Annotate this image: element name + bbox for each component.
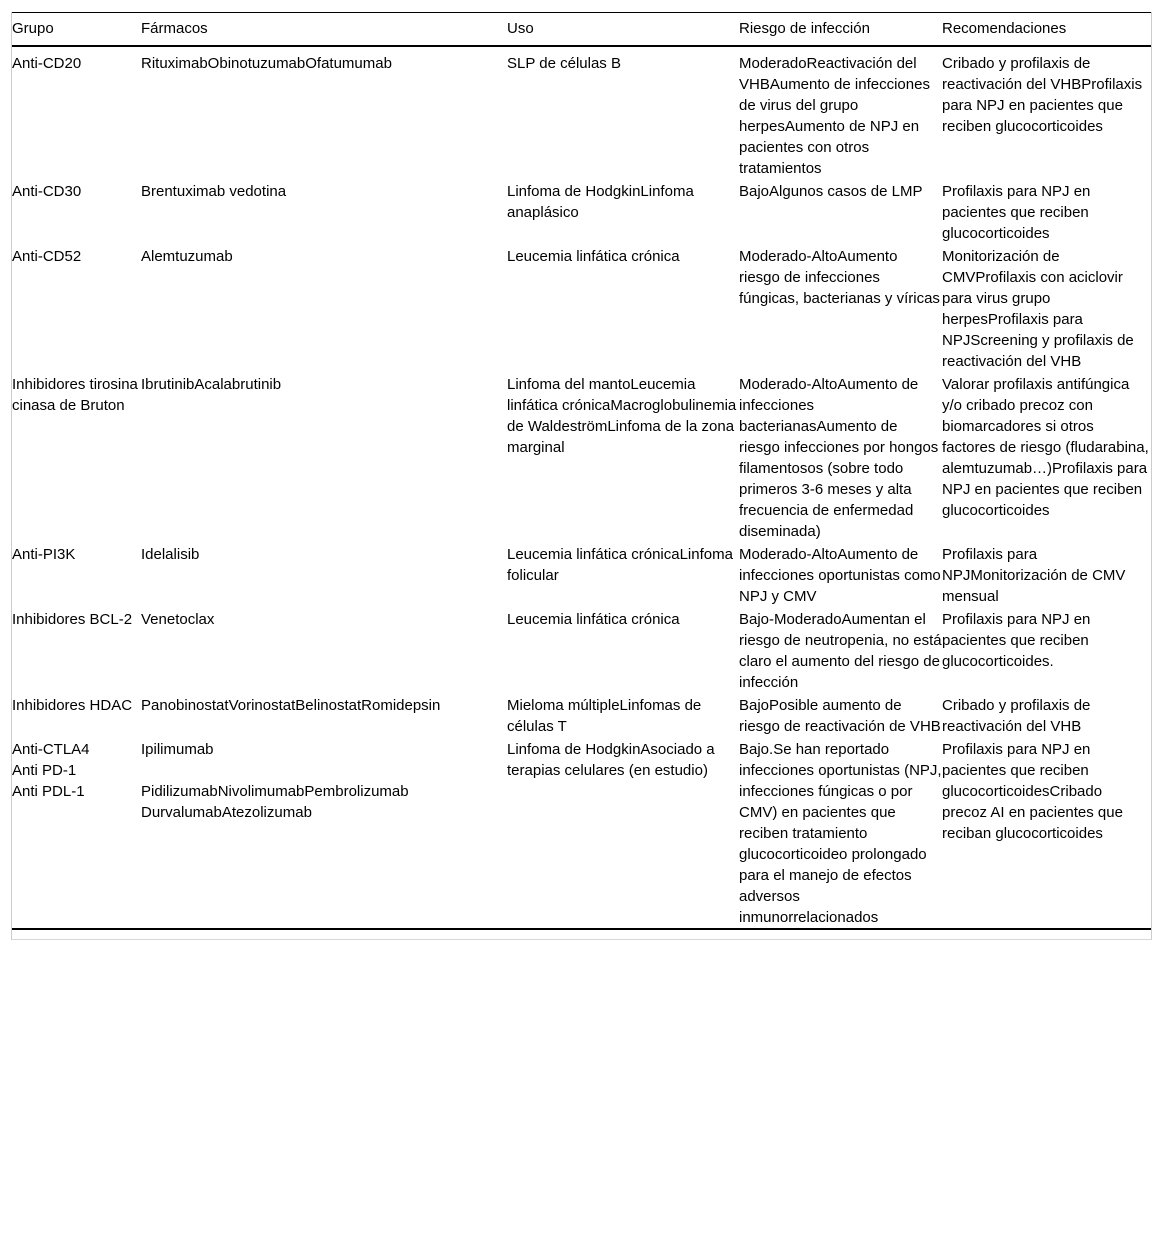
- cell-text: Moderado-AltoAumento de infecciones bacterianasAumento de riesgo infecciones por hongos filamentosos (sobre todo primeros 3-6 meses y alta frecuencia de enfermedad diseminada): [739, 376, 939, 540]
- cell-text: PanobinostatVorinostatBelinostatRomidepsin: [141, 697, 441, 714]
- cell-text: Leucemia linfática crónicaLinfoma folicular: [507, 546, 733, 584]
- cell-riesgo: [739, 372, 942, 542]
- column-header-riesgo-de-infeccion: Riesgo de infección: [739, 13, 942, 47]
- table-row: [12, 179, 1151, 244]
- cell-text: Inhibidores BCL-2: [12, 611, 133, 628]
- cell-riesgo: [739, 46, 942, 179]
- column-header-recomendaciones: Recomendaciones: [942, 13, 1151, 47]
- cell-uso: [507, 693, 739, 737]
- cell-grupo: [12, 737, 141, 929]
- cell-text: Ipilimumab: [141, 741, 214, 758]
- cell-text: Cribado y profilaxis de reactivación del VHBProfilaxis para NPJ en pacientes que reciben glucocorticoides: [942, 55, 1143, 135]
- cell-recomendaciones: [942, 179, 1151, 244]
- table-row: [12, 542, 1151, 607]
- cell-text: BajoPosible aumento de riesgo de reactivación de VHB: [739, 697, 941, 735]
- table-row: [12, 244, 1151, 372]
- cell-text: Profilaxis para NPJ en pacientes que reciben glucocorticoides: [942, 183, 1091, 242]
- column-header-farmacos: Fármacos: [141, 13, 507, 47]
- cell-farmacos: [141, 737, 507, 929]
- cell-grupo: [12, 607, 141, 693]
- table-row: [12, 693, 1151, 737]
- header-row: [12, 13, 1151, 47]
- cell-grupo: [12, 244, 141, 372]
- cell-text: SLP de células B: [507, 55, 621, 72]
- table-row: [12, 737, 1151, 929]
- cell-text: Profilaxis para NPJ en pacientes que reciben glucocorticoidesCribado precoz AI en pacientes que reciban glucocorticoides: [942, 741, 1123, 842]
- cell-uso: [507, 737, 739, 929]
- cell-text: Cribado y profilaxis de reactivación del VHB: [942, 697, 1091, 735]
- table-row: [12, 607, 1151, 693]
- cell-riesgo: [739, 542, 942, 607]
- cell-grupo: [12, 542, 141, 607]
- cell-text: Alemtuzumab: [141, 248, 233, 265]
- cell-riesgo: [739, 737, 942, 929]
- cell-text: Anti-CD52: [12, 248, 82, 265]
- cell-text: IbrutinibAcalabrutinib: [141, 376, 282, 393]
- cell-text: Idelalisib: [141, 546, 200, 563]
- cell-text: Brentuximab vedotina: [141, 183, 287, 200]
- cell-uso: [507, 244, 739, 372]
- cell-text: Leucemia linfática crónica: [507, 248, 680, 265]
- cell-text: Monitorización de CMVProfilaxis con aciclovir para virus grupo herpesProfilaxis para NPJScreening y profilaxis de reactivación del VHB: [942, 248, 1134, 370]
- cell-grupo: [12, 179, 141, 244]
- cell-text: Valorar profilaxis antifúngica y/o cribado precoz con biomarcadores si otros factores de riesgo (fludarabina, alemtuzumab…)Profilaxis para NPJ en pacientes que reciben glucocorticoides: [942, 376, 1149, 519]
- cell-uso: [507, 542, 739, 607]
- cell-farmacos: [141, 693, 507, 737]
- cell-text: Inhibidores HDAC: [12, 697, 133, 714]
- cell-text: Bajo-ModeradoAumentan el riesgo de neutropenia, no está claro el aumento del riesgo de infección: [739, 611, 942, 691]
- cell-grupo: [12, 693, 141, 737]
- cell-text: Mieloma múltipleLinfomas de células T: [507, 697, 702, 735]
- cell-uso: [507, 179, 739, 244]
- cell-uso: [507, 607, 739, 693]
- cell-text: Anti-CD20: [12, 55, 82, 72]
- cell-text: Bajo.Se han reportado infecciones oportunistas (NPJ, infecciones fúngicas o por CMV) en pacientes que reciben tratamiento glucocorticoideo prolongado para el manejo de efectos adversos inmunorrelacionados: [739, 741, 942, 926]
- cell-text: Linfoma de HodgkinAsociado a terapias celulares (en estudio): [507, 741, 715, 779]
- cell-text: BajoAlgunos casos de LMP: [739, 183, 923, 200]
- cell-riesgo: [739, 693, 942, 737]
- cell-recomendaciones: [942, 693, 1151, 737]
- cell-text: Profilaxis para NPJ en pacientes que reciben glucocorticoides.: [942, 611, 1091, 670]
- cell-recomendaciones: [942, 607, 1151, 693]
- cell-text: Linfoma del mantoLeucemia linfática crónicaMacroglobulinemia de WaldeströmLinfoma de la zona marginal: [507, 376, 737, 456]
- cell-text: Inhibidores tirosina cinasa de Bruton: [12, 376, 138, 414]
- cell-recomendaciones: [942, 372, 1151, 542]
- cell-recomendaciones: [942, 737, 1151, 929]
- column-header-grupo: Grupo: [12, 13, 141, 47]
- cell-text: DurvalumabAtezolizumab: [141, 804, 312, 821]
- cell-recomendaciones: [942, 46, 1151, 179]
- data-table: [12, 12, 1151, 930]
- table-row: [12, 372, 1151, 542]
- column-header-uso: Uso: [507, 13, 739, 47]
- table-body: [12, 46, 1151, 929]
- cell-grupo: [12, 372, 141, 542]
- cell-recomendaciones: [942, 244, 1151, 372]
- table-header: [12, 13, 1151, 47]
- cell-text: PidilizumabNivolimumabPembrolizumab: [141, 783, 409, 800]
- cell-text: Anti-CTLA4: [12, 741, 90, 758]
- cell-text: ModeradoReactivación del VHBAumento de infecciones de virus del grupo herpesAumento de NPJ en pacientes con otros tratamientos: [739, 55, 930, 177]
- cell-text: Moderado-AltoAumento riesgo de infecciones fúngicas, bacterianas y víricas: [739, 248, 940, 307]
- cell-text: [141, 760, 507, 781]
- cell-recomendaciones: [942, 542, 1151, 607]
- cell-text: Leucemia linfática crónica: [507, 611, 680, 628]
- cell-text: Anti-CD30: [12, 183, 82, 200]
- cell-text: Anti-PI3K: [12, 546, 76, 563]
- table-row: [12, 46, 1151, 179]
- cell-riesgo: [739, 607, 942, 693]
- cell-farmacos: [141, 372, 507, 542]
- cell-text: RituximabObinotuzumabOfatumumab: [141, 55, 392, 72]
- cell-farmacos: [141, 46, 507, 179]
- cell-uso: [507, 46, 739, 179]
- cell-riesgo: [739, 179, 942, 244]
- cell-text: Profilaxis para NPJMonitorización de CMV mensual: [942, 546, 1126, 605]
- cell-uso: [507, 372, 739, 542]
- cell-text: Linfoma de HodgkinLinfoma anaplásico: [507, 183, 694, 221]
- cell-text: Moderado-AltoAumento de infecciones oportunistas como NPJ y CMV: [739, 546, 941, 605]
- cell-grupo: [12, 46, 141, 179]
- cell-farmacos: [141, 542, 507, 607]
- drug-infection-risk-table: [11, 12, 1152, 940]
- cell-text: Anti PD-1: [12, 762, 77, 779]
- cell-farmacos: [141, 179, 507, 244]
- cell-farmacos: [141, 607, 507, 693]
- cell-text: Anti PDL-1: [12, 783, 85, 800]
- cell-farmacos: [141, 244, 507, 372]
- cell-text: Venetoclax: [141, 611, 215, 628]
- cell-riesgo: [739, 244, 942, 372]
